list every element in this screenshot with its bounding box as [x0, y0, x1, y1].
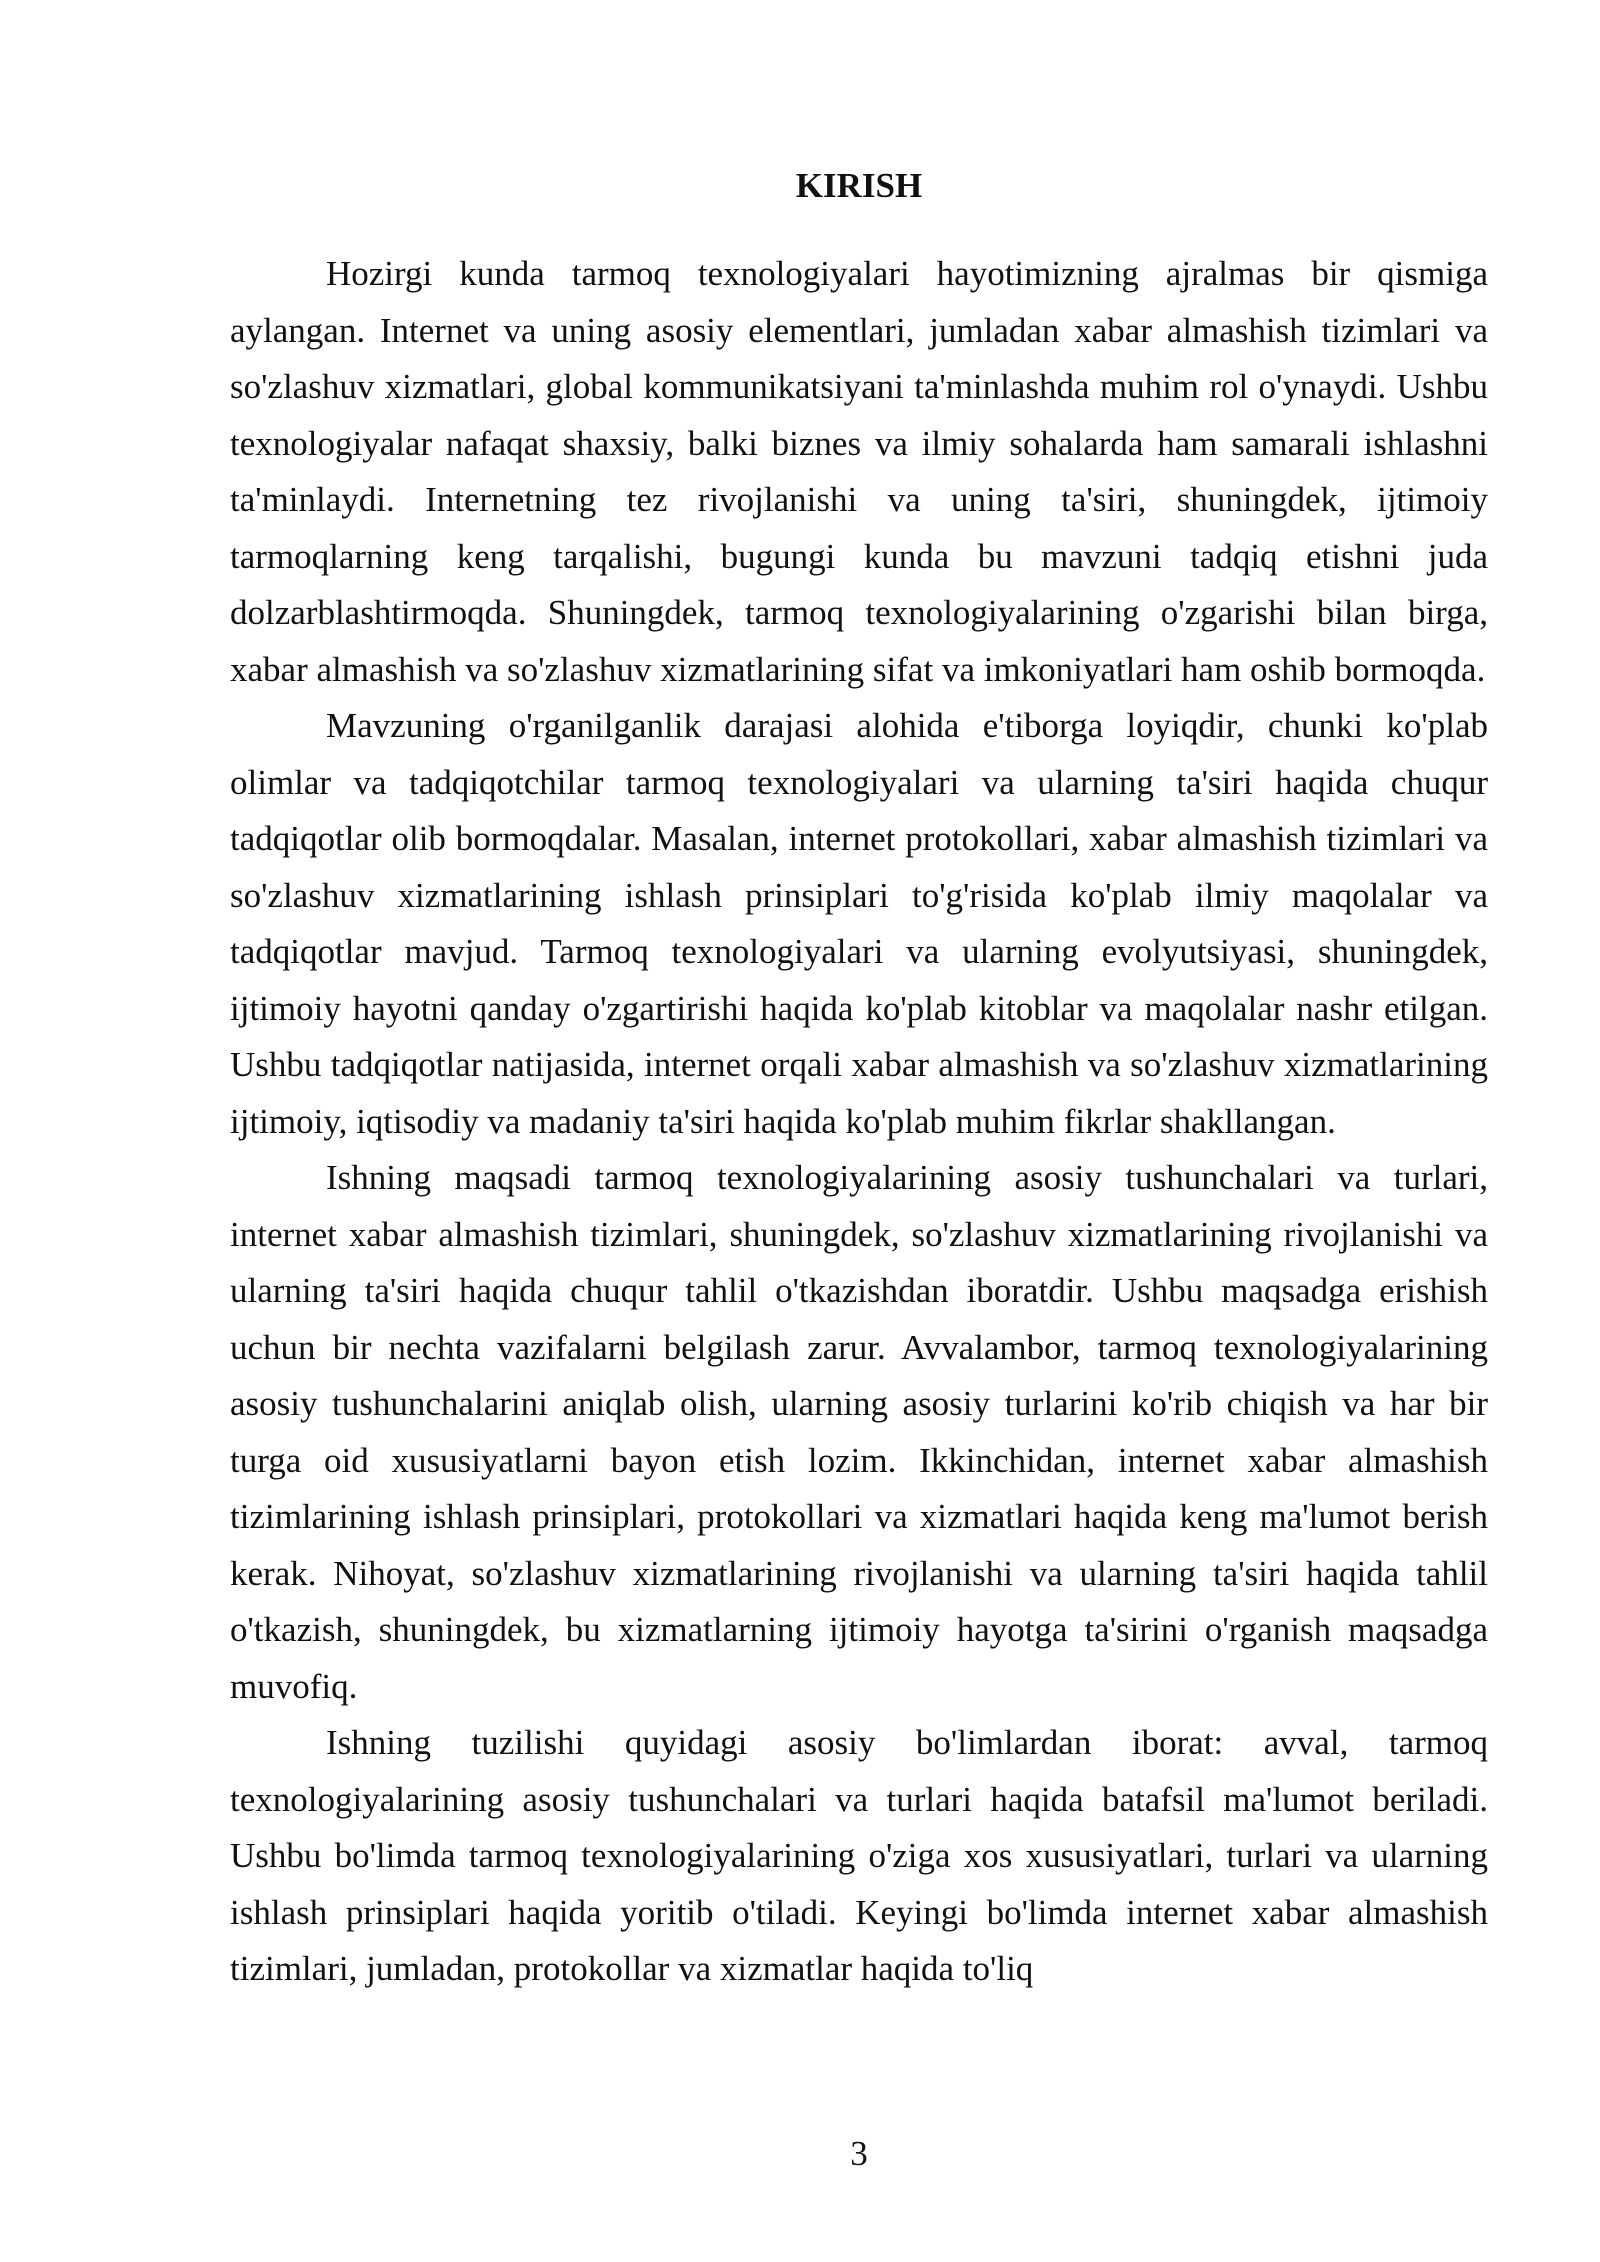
page-title: KIRISH	[795, 166, 923, 205]
body-text	[230, 246, 1488, 1998]
paragraph-goal: Ishning maqsadi tarmoq texnologiyalarining asosiy tushunchalari va turlari, internet xabar almashish tizimlari, shuningdek, so'zlashuv xizmatlarining rivojlanishi va ularning ta'siri haqida chuqur tahlil o'tkazishdan iboratdir. Ushbu maqsadga erishish uchun bir nechta vazifalarni belgilash zarur. Avvalambor, tarmoq texnologiyalarining asosiy tushunchalarini aniqlab olish, ularning asosiy turlarini ko'rib chiqish va har bir turga oid xususiyatlarni bayon etish lozim. Ikkinchidan, internet xabar almashish tizimlarining ishlash prinsiplari, protokollari va xizmatlari haqida keng ma'lumot berish kerak. Nihoyat, so'zlashuv xizmatlarining rivojlanishi va ularning ta'siri haqida tahlil o'tkazish, shuningdek, bu xizmatlarning ijtimoiy hayotga ta'sirini o'rganish maqsadga muvofiq.	[230, 1158, 1488, 1706]
paragraph-introduction: Hozirgi kunda tarmoq texnologiyalari hayotimizning ajralmas bir qismiga aylangan. Internet va uning asosiy elementlari, jumladan xabar almashish tizimlari va so'zlashuv xizmatlari, global kommunikatsiyani ta'minlashda muhim rol o'ynaydi. Ushbu texnologiyalar nafaqat shaxsiy, balki biznes va ilmiy sohalarda ham samarali ishlashni ta'minlaydi. Internetning tez rivojlanishi va uning ta'siri, shuningdek, ijtimoiy tarmoqlarning keng tarqalishi, bugungi kunda bu mavzuni tadqiq etishni juda dolzarblashtirmoqda. Shuningdek, tarmoq texnologiyalarining o'zgarishi bilan birga, xabar almashish va so'zlashuv xizmatlarining sifat va imkoniyatlari ham oshib bormoqda.	[230, 254, 1488, 689]
page-number: 3	[850, 2134, 868, 2173]
paragraph-structure: Ishning tuzilishi quyidagi asosiy bo'limlardan iborat: avval, tarmoq texnologiyalarining asosiy tushunchalari va turlari haqida batafsil ma'lumot beriladi. Ushbu bo'limda tarmoq texnologiyalarining o'ziga xos xususiyatlari, turlari va ularning ishlash prinsiplari haqida yoritib o'tiladi. Keyingi bo'limda internet xabar almashish tizimlari, jumladan, protokollar va xizmatlar haqida to'liq	[230, 1723, 1488, 1988]
paragraph-research-level: Mavzuning o'rganilganlik darajasi alohida e'tiborga loyiqdir, chunki ko'plab olimlar va tadqiqotchilar tarmoq texnologiyalari va ularning ta'siri haqida chuqur tadqiqotlar olib bormoqdalar. Masalan, internet protokollari, xabar almashish tizimlari va so'zlashuv xizmatlarining ishlash prinsiplari to'g'risida ko'plab ilmiy maqolalar va tadqiqotlar mavjud. Tarmoq texnologiyalari va ularning evolyutsiyasi, shuningdek, ijtimoiy hayotni qanday o'zgartirishi haqida ko'plab kitoblar va maqolalar nashr etilgan. Ushbu tadqiqotlar natijasida, internet orqali xabar almashish va so'zlashuv xizmatlarining ijtimoiy, iqtisodiy va madaniy ta'siri haqida ko'plab muhim fikrlar shakllangan.	[230, 706, 1488, 1141]
